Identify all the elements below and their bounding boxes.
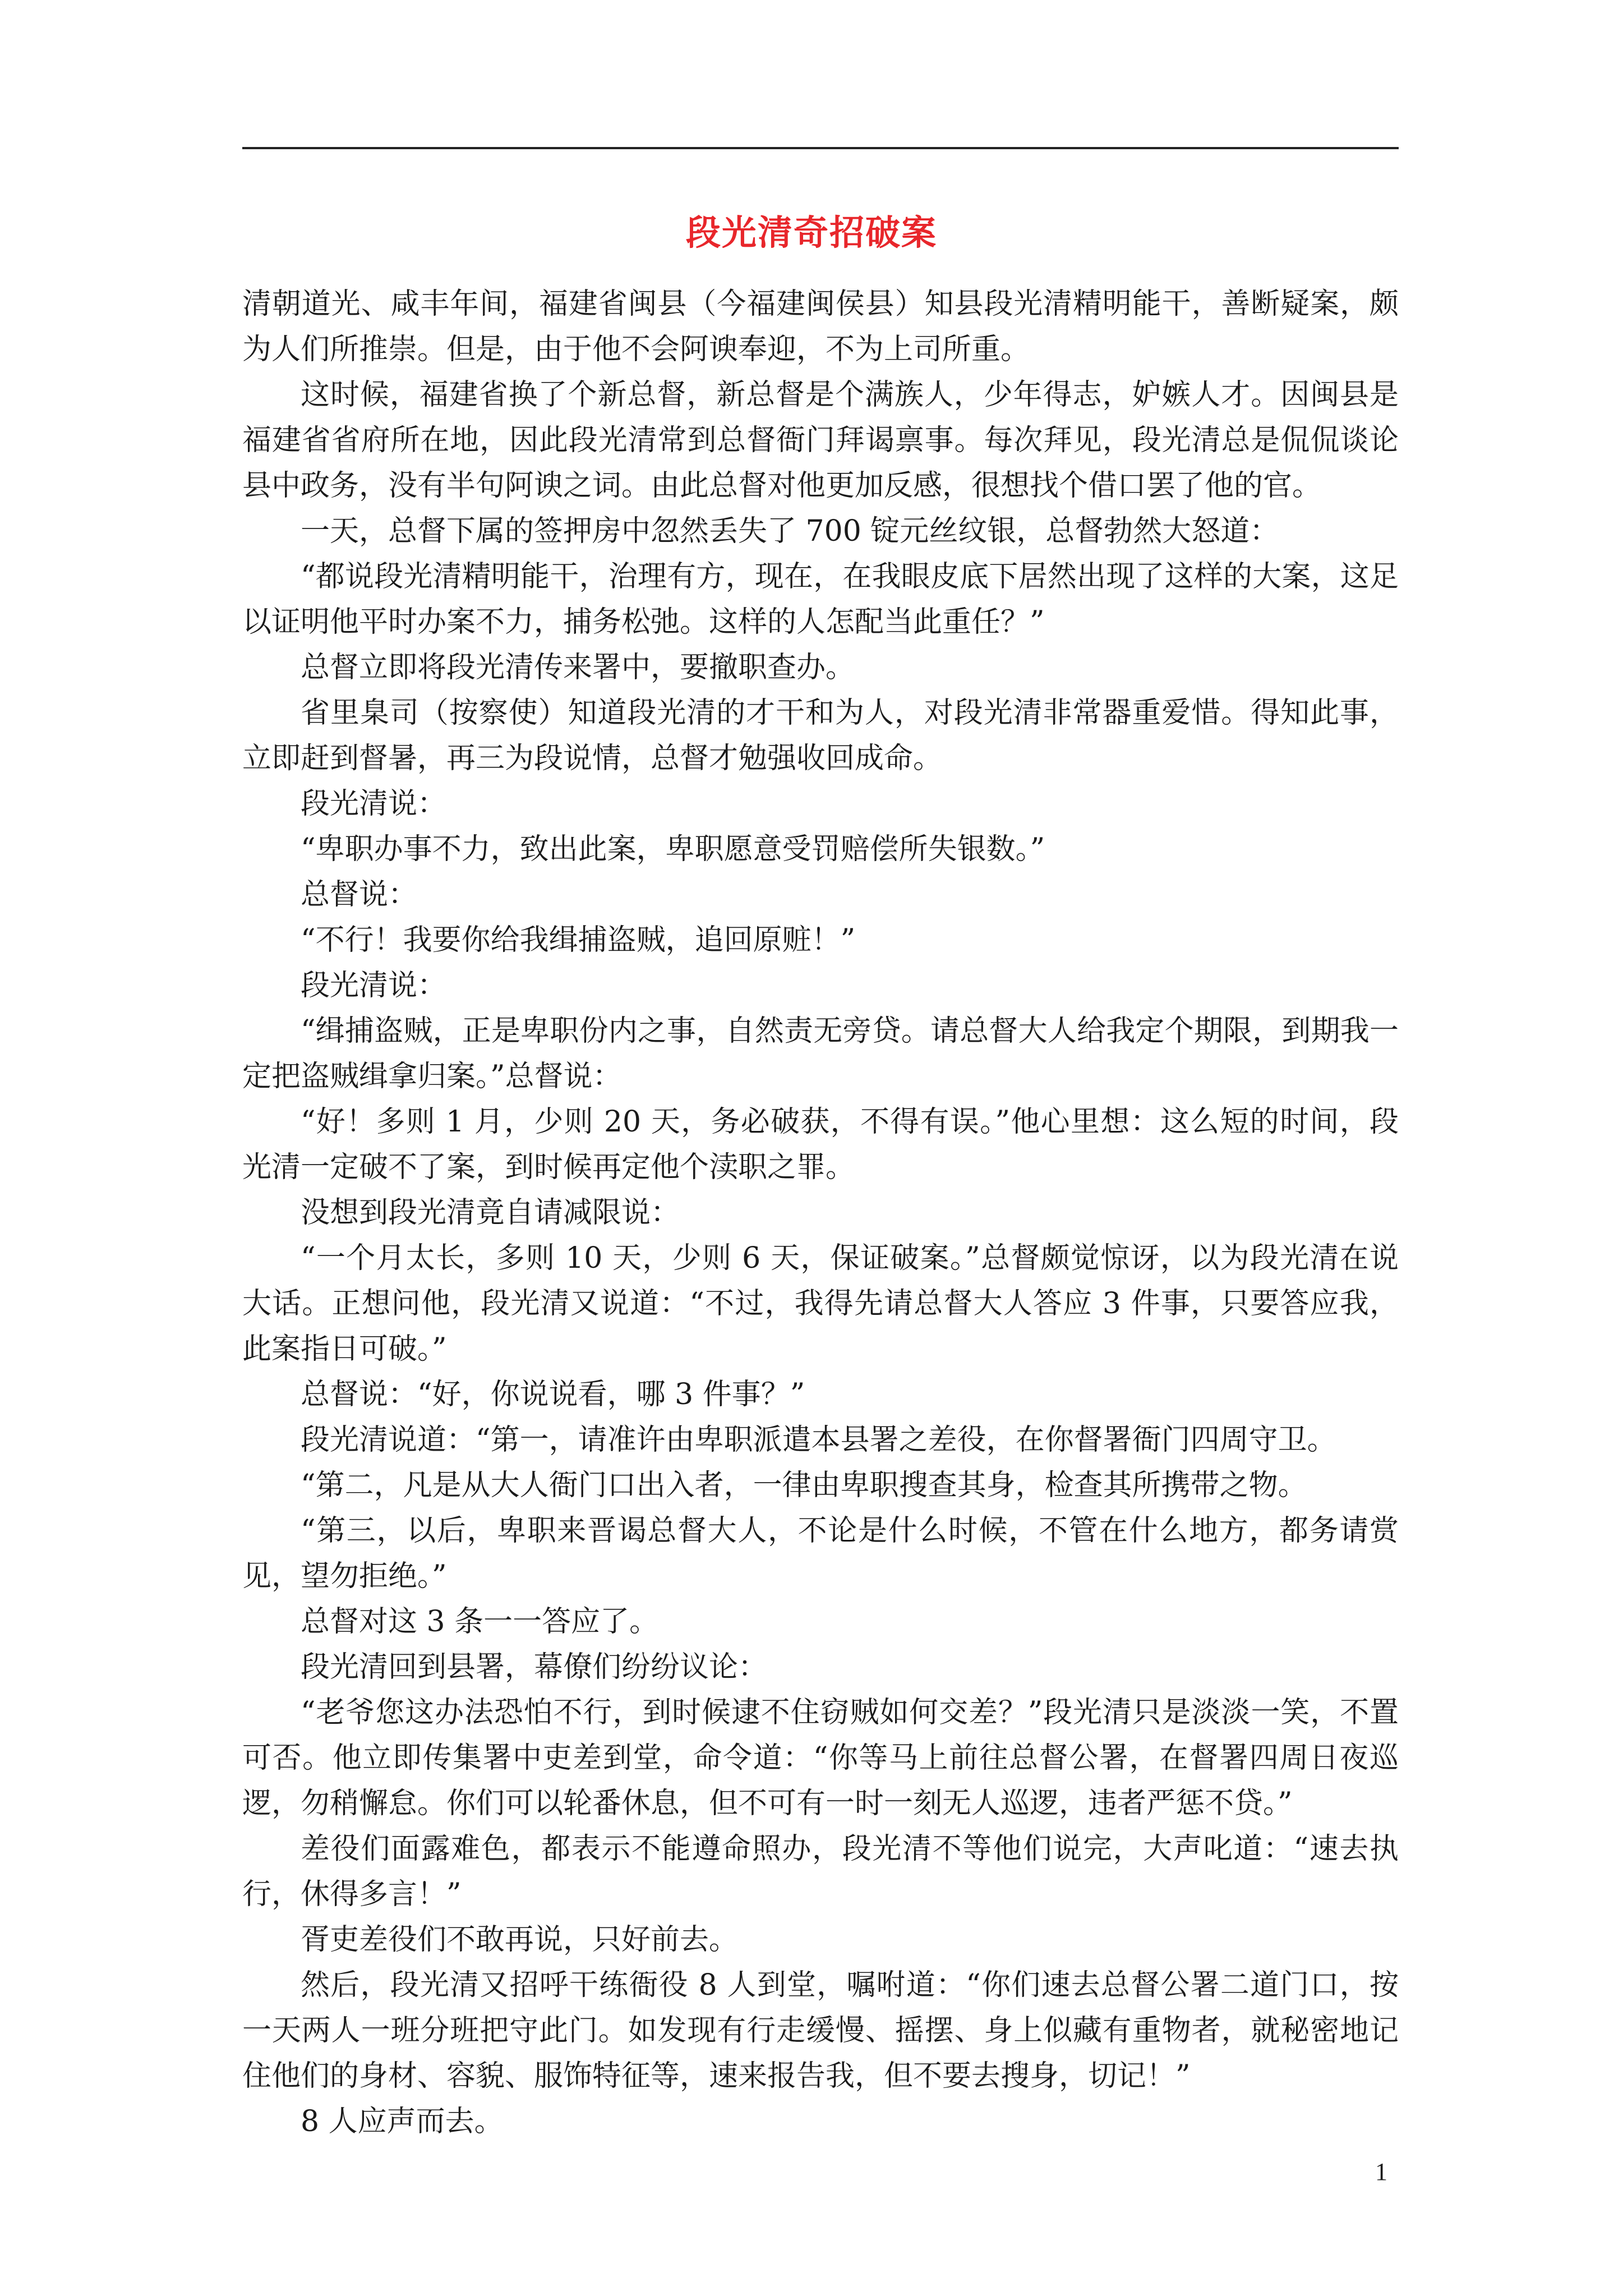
paragraph: “卑职办事不力，致出此案，卑职愿意受罚赔偿所失银数。” bbox=[301, 832, 1045, 866]
paragraph: “第三，以后，卑职来晋谒总督大人，不论是什么时候，不管在什么地方，都务请赏见，望勿拒绝。” bbox=[242, 1514, 1399, 1593]
paragraph: 总督对这 3 条一一答应了。 bbox=[301, 1605, 659, 1639]
paragraph: 段光清回到县署，幕僚们纷纷议论： bbox=[301, 1650, 768, 1684]
paragraph: 一天，总督下属的签押房中忽然丢失了 700 锭元丝纹银，总督勃然大怒道： bbox=[301, 514, 1279, 548]
paragraph: 段光清说道：“第一，请准许由卑职派遣本县署之差役，在你督署衙门四周守卫。 bbox=[301, 1423, 1336, 1457]
paragraph: “第二，凡是从大人衙门口出入者，一律由卑职搜查其身，检查其所携带之物。 bbox=[301, 1469, 1307, 1502]
paragraph: 8 人应声而去。 bbox=[301, 2105, 504, 2138]
paragraph: 然后，段光清又招呼干练衙役 8 人到堂，嘱咐道：“你们速去总督公署二道门口，按一天两人一班分班把守此门。如发现有行走缓慢、摇摆、身上似藏有重物者，就秘密地记住他们的身材、容貌、服饰特征等，速来报告我，但不要去搜身，切记！” bbox=[242, 1968, 1399, 2093]
paragraph: 省里臬司（按察使）知道段光清的才干和为人，对段光清非常器重爱惜。得知此事，立即赶到督暑，再三为段说情，总督才勉强收回成命。 bbox=[242, 696, 1399, 775]
document-title: 段光清奇招破案 bbox=[685, 212, 937, 253]
paragraph: 段光清说： bbox=[301, 969, 447, 1002]
paragraph: 总督立即将段光清传来署中，要撤职查办。 bbox=[301, 651, 855, 684]
document-body bbox=[242, 282, 1399, 2145]
paragraph: “老爷您这办法恐怕不行，到时候逮不住窃贼如何交差？”段光清只是淡淡一笑，不置可否。他立即传集署中吏差到堂，命令道：“你等马上前往总督公署，在督署四周日夜巡逻，勿稍懈怠。你们可以轮番休息，但不可有一时一刻无人巡逻，违者严惩不贷。” bbox=[242, 1696, 1399, 1820]
paragraph: 总督说：“好，你说说看，哪 3 件事？” bbox=[301, 1378, 805, 1411]
paragraph: 差役们面露难色，都表示不能遵命照办，段光清不等他们说完，大声叱道：“速去执行，休得多言！” bbox=[242, 1832, 1399, 1911]
paragraph: “缉捕盗贼，正是卑职份内之事，自然责无旁贷。请总督大人给我定个期限，到期我一定把盗贼缉拿归案。”总督说： bbox=[242, 1014, 1399, 1093]
paragraph: “一个月太长，多则 10 天，少则 6 天，保证破案。”总督颇觉惊讶，以为段光清在说大话。正想问他，段光清又说道：“不过，我得先请总督大人答应 3 件事，只要答应我，此案指日可破。” bbox=[242, 1241, 1399, 1366]
paragraph: 没想到段光清竟自请减限说： bbox=[301, 1196, 680, 1230]
page-number: 1 bbox=[1375, 2158, 1387, 2185]
paragraph: “都说段光清精明能干，治理有方，现在，在我眼皮底下居然出现了这样的大案，这足以证明他平时办案不力，捕务松弛。这样的人怎配当此重任？” bbox=[242, 560, 1399, 639]
header-rule bbox=[242, 147, 1399, 149]
paragraph: 总督说： bbox=[301, 878, 418, 912]
paragraph: 这时候，福建省换了个新总督，新总督是个满族人，少年得志，妒嫉人才。因闽县是福建省省府所在地，因此段光清常到总督衙门拜谒禀事。每次拜见，段光清总是侃侃谈论县中政务，没有半句阿谀之词。由此总督对他更加反感，很想找个借口罢了他的官。 bbox=[242, 378, 1399, 503]
paragraph: 段光清说： bbox=[301, 787, 447, 821]
paragraph: “不行！我要你给我缉捕盗贼，追回原赃！” bbox=[301, 923, 856, 957]
paragraph: 清朝道光、咸丰年间，福建省闽县（今福建闽侯县）知县段光清精明能干，善断疑案，颇为人们所推崇。但是，由于他不会阿谀奉迎，不为上司所重。 bbox=[242, 287, 1399, 366]
paragraph: “好！多则 1 月，少则 20 天，务必破获，不得有误。”他心里想：这么短的时间，段光清一定破不了案，到时候再定他个渎职之罪。 bbox=[242, 1105, 1399, 1184]
paragraph: 胥吏差役们不敢再说，只好前去。 bbox=[301, 1923, 739, 1957]
